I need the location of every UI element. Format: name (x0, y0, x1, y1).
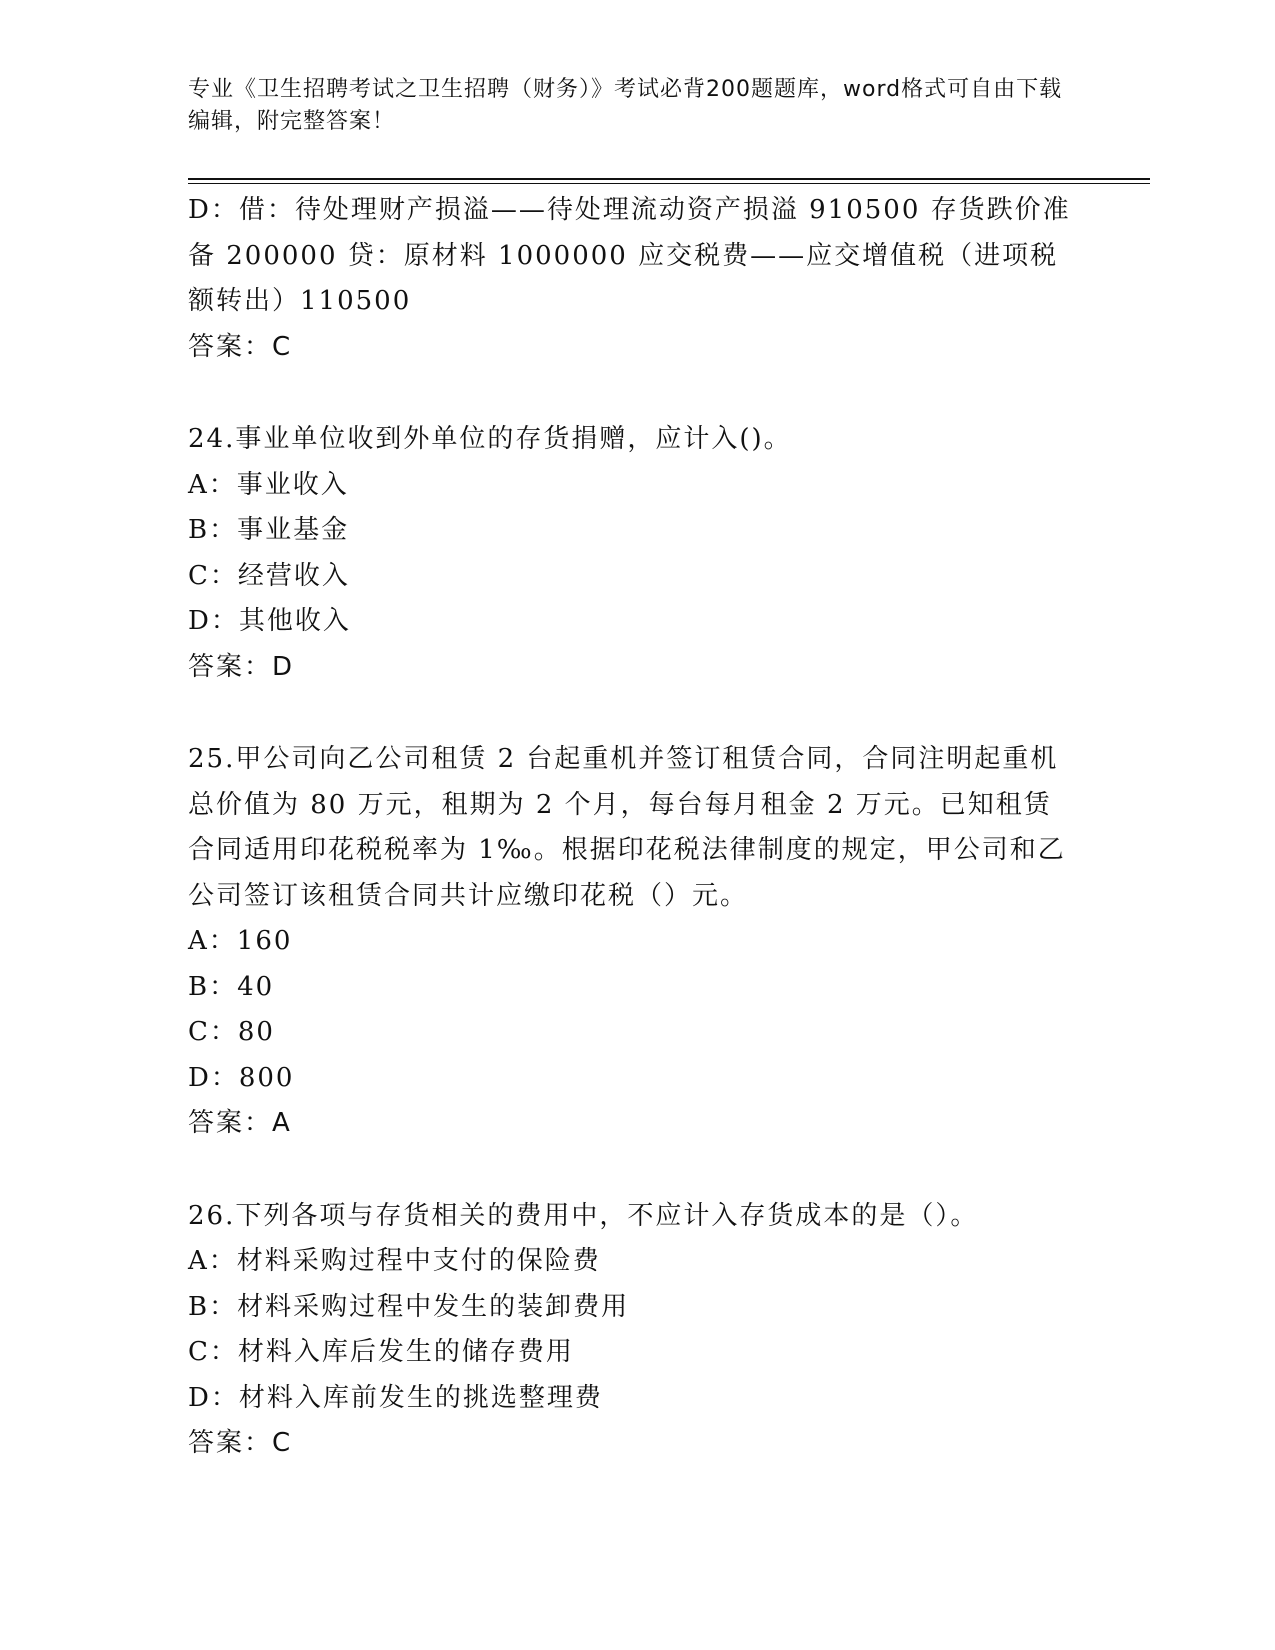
answer-line: 答案：A (188, 1108, 292, 1138)
question-block-25 (188, 737, 1078, 1147)
option-b: B：事业基金 (188, 515, 350, 545)
header-rule-thick (188, 178, 1150, 180)
option-d: D：其他收入 (188, 606, 351, 636)
option-b: B：40 (188, 971, 275, 1002)
option-a: A：材料采购过程中支付的保险费 (188, 1246, 601, 1276)
option-b: B：材料采购过程中发生的装卸费用 (188, 1291, 630, 1322)
option-c: C：材料入库后发生的储存费用 (188, 1337, 574, 1367)
question-gap (188, 690, 1078, 737)
question-content (188, 188, 1078, 1467)
question-gap (188, 1147, 1078, 1194)
option-d: D：材料入库前发生的挑选整理费 (188, 1382, 603, 1413)
answer-line: 答案：C (188, 331, 293, 362)
answer-line: 答案：C (188, 1428, 293, 1458)
question-gap (188, 370, 1078, 417)
option-c: C：80 (188, 1017, 275, 1047)
question-stem: 24.事业单位收到外单位的存货捐赠，应计入()。 (188, 424, 792, 454)
option-a: A：事业收入 (188, 469, 349, 500)
question-stem: 26.下列各项与存货相关的费用中，不应计入存货成本的是（）。 (188, 1200, 979, 1231)
document-header: 专业《卫生招聘考试之卫生招聘（财务）》考试必背200题题库，word格式可自由下载编辑，附完整答案！ (188, 77, 1063, 134)
option-c: C：经营收入 (188, 560, 350, 591)
header-rule-thin (188, 183, 1150, 184)
answer-line: 答案：D (188, 651, 295, 682)
option-a: A：160 (188, 926, 293, 956)
continued-option-d: D：借：待处理财产损溢——待处理流动资产损溢 910500 存货跌价准备 200000 贷：原材料 1000000 应交税费——应交增值税（进项税额转出）110500 (188, 195, 1071, 316)
question-block-24 (188, 417, 1078, 690)
option-d: D：800 (188, 1062, 295, 1093)
question-block-26 (188, 1194, 1078, 1467)
question-stem: 25.甲公司向乙公司租赁 2 台起重机并签订租赁合同，合同注明起重机总价值为 80 万元，租期为 2 个月，每台每月租金 2 万元。已知租赁合同适用印花税税率为 1‰。根据印花税法律制度的规定，甲公司和乙公司签订该租赁合同共计应缴印花税（）元。 (188, 744, 1066, 911)
